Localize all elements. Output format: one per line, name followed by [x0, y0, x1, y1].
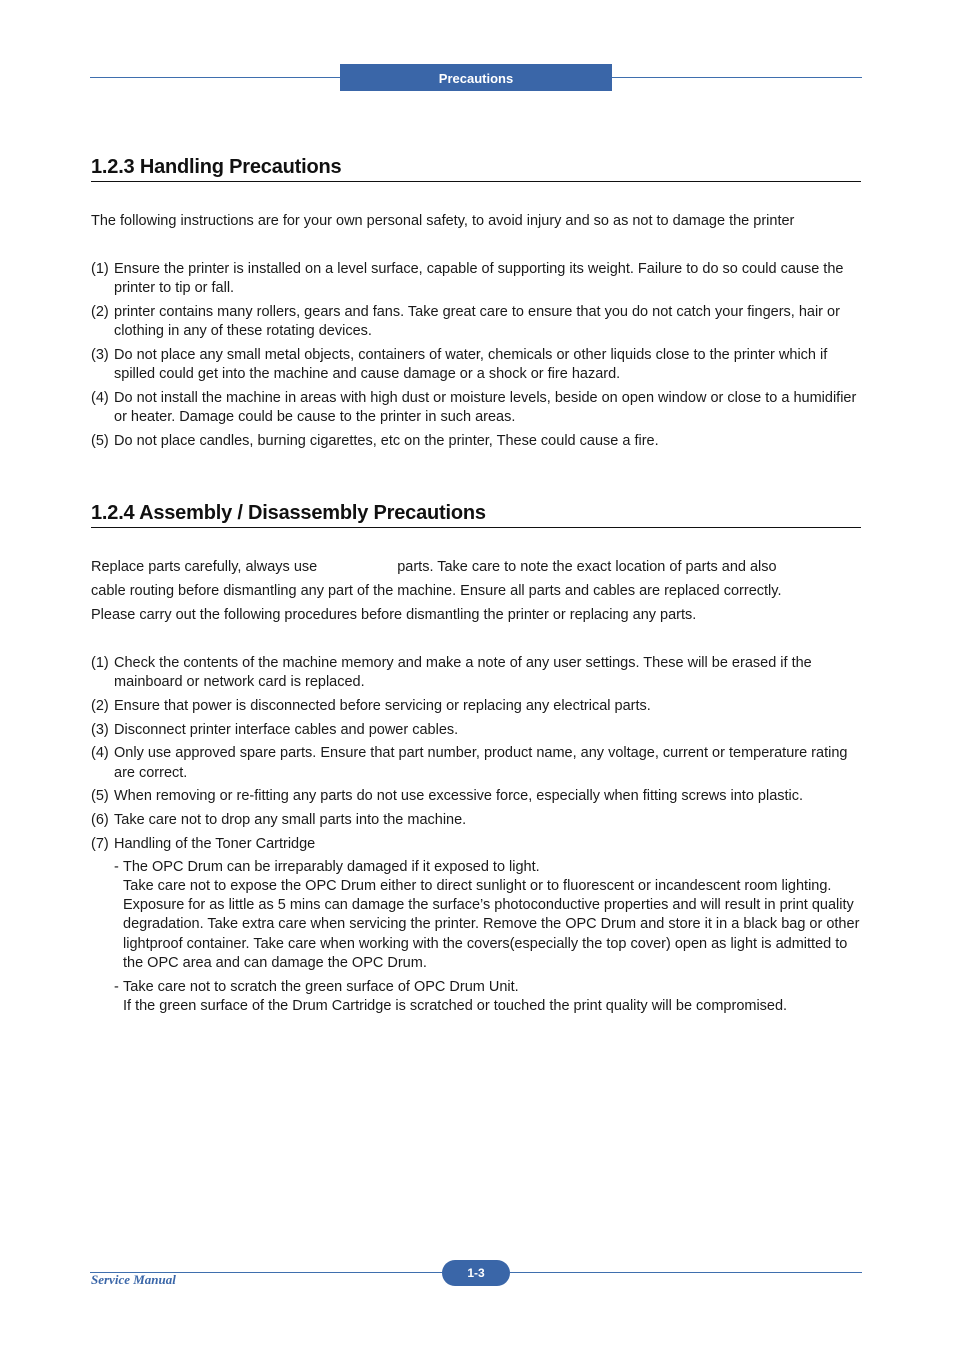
sub-item-body: If the green surface of the Drum Cartridge is scratched or touched the print quality will be compromised.: [123, 997, 788, 1014]
section-intro-handling: The following instructions are for your own personal safety, to avoid injury and so as not to damage the printer: [91, 213, 795, 229]
assembly-intro-line2: cable routing before dismantling any part of the machine. Ensure all parts and cables are replaced correctly.: [91, 583, 782, 599]
list-item: [91, 835, 861, 1016]
item-number: (3): [91, 721, 109, 738]
item-number: (4): [91, 389, 109, 406]
item-text: Do not place candles, burning cigarettes, etc on the printer, These could cause a fire.: [114, 432, 659, 449]
item-text: Take care not to drop any small parts into the machine.: [114, 811, 467, 828]
item-number: (1): [91, 261, 109, 277]
page-number: 1-3: [442, 1260, 510, 1286]
item-number: (1): [91, 655, 109, 671]
list-item: [91, 346, 861, 384]
sub-list-item: [114, 978, 861, 1016]
sub-item-head: Take care not to scratch the green surface of OPC Drum Unit.: [123, 978, 519, 995]
sub-item-body: Take care not to expose the OPC Drum either to direct sunlight or to fluorescent or incandescent room lighting. Exposure for as little as 5 mins can damage the surface’s photoconductive properties and will result in print quality degradation. Take extra care when servicing the printer. Remove the OPC Drum and store it in a black bag or other lightproof container. Take care when working with the covers(especially the top cover) open as light is admitted to the OPC area and can damage the OPC Drum.: [123, 878, 860, 971]
item-number: (5): [91, 432, 109, 449]
list-item: [91, 260, 861, 298]
assembly-intro-line1: [91, 558, 861, 577]
item-text: Only use approved spare parts. Ensure that part number, product name, any voltage, current or temperature rating are correct.: [114, 745, 848, 781]
item-text: Do not place any small metal objects, containers of water, chemicals or other liquids close to the printer which if spilled could get into the machine and cause damage or a shock or fire hazard.: [114, 346, 828, 383]
intro-text-part-a: Replace parts carefully, always use: [91, 559, 318, 575]
item-text: When removing or re-fitting any parts do not use excessive force, especially when fitting screws into plastic.: [114, 788, 804, 805]
item-text: Ensure that power is disconnected before servicing or replacing any electrical parts.: [114, 697, 651, 714]
item-text: Disconnect printer interface cables and power cables.: [114, 721, 459, 738]
list-item: [91, 389, 861, 427]
item-text: Ensure the printer is installed on a level surface, capable of supporting its weight. Failure to do so could cause the printer to tip or fall.: [114, 261, 844, 297]
item-number: (2): [91, 697, 109, 714]
list-item: [91, 744, 861, 782]
list-item: [91, 303, 861, 341]
dash: -: [114, 978, 119, 995]
item-text: Do not install the machine in areas with high dust or moisture levels, beside on open window or close to a humidifier or heater. Damage could be cause to the printer in such areas.: [114, 389, 857, 425]
intro-text-part-b: parts. Take care to note the exact location of parts and also: [397, 559, 777, 575]
header-rule-right: [612, 77, 862, 78]
item-number: (3): [91, 346, 109, 363]
assembly-list: [91, 654, 861, 1020]
service-manual-label: Service Manual: [91, 1272, 176, 1287]
item-number: (4): [91, 745, 109, 762]
list-item: [91, 721, 861, 740]
header-rule-left: [90, 77, 340, 78]
item-number: (6): [91, 811, 109, 828]
item-text: Handling of the Toner Cartridge: [114, 835, 316, 852]
item-number: (5): [91, 788, 109, 805]
section-title-assembly: 1.2.4 Assembly / Disassembly Precautions: [91, 502, 861, 528]
sub-list-item: [114, 858, 861, 973]
toner-sublist: [114, 858, 861, 1016]
item-text: printer contains many rollers, gears and fans. Take great care to ensure that you do not catch your fingers, hair or clothing in any of these rotating devices.: [114, 303, 840, 340]
dash: -: [114, 858, 119, 875]
section-title-handling: 1.2.3 Handling Precautions: [91, 156, 861, 182]
sub-item-head: The OPC Drum can be irreparably damaged if it exposed to light.: [123, 858, 540, 875]
item-text: Check the contents of the machine memory and make a note of any user settings. These will be erased if the mainboard or network card is replaced.: [114, 655, 812, 691]
footer-rule-right: [510, 1272, 862, 1273]
list-item: [91, 654, 861, 692]
list-item: [91, 811, 861, 830]
handling-list: [91, 260, 861, 455]
list-item: [91, 432, 861, 451]
assembly-intro-line3: Please carry out the following procedures before dismantling the printer or replacing any parts.: [91, 607, 697, 623]
item-number: (7): [91, 835, 109, 852]
item-number: (2): [91, 303, 109, 320]
header-tab: Precautions: [340, 64, 612, 91]
list-item: [91, 697, 861, 716]
list-item: [91, 787, 861, 806]
